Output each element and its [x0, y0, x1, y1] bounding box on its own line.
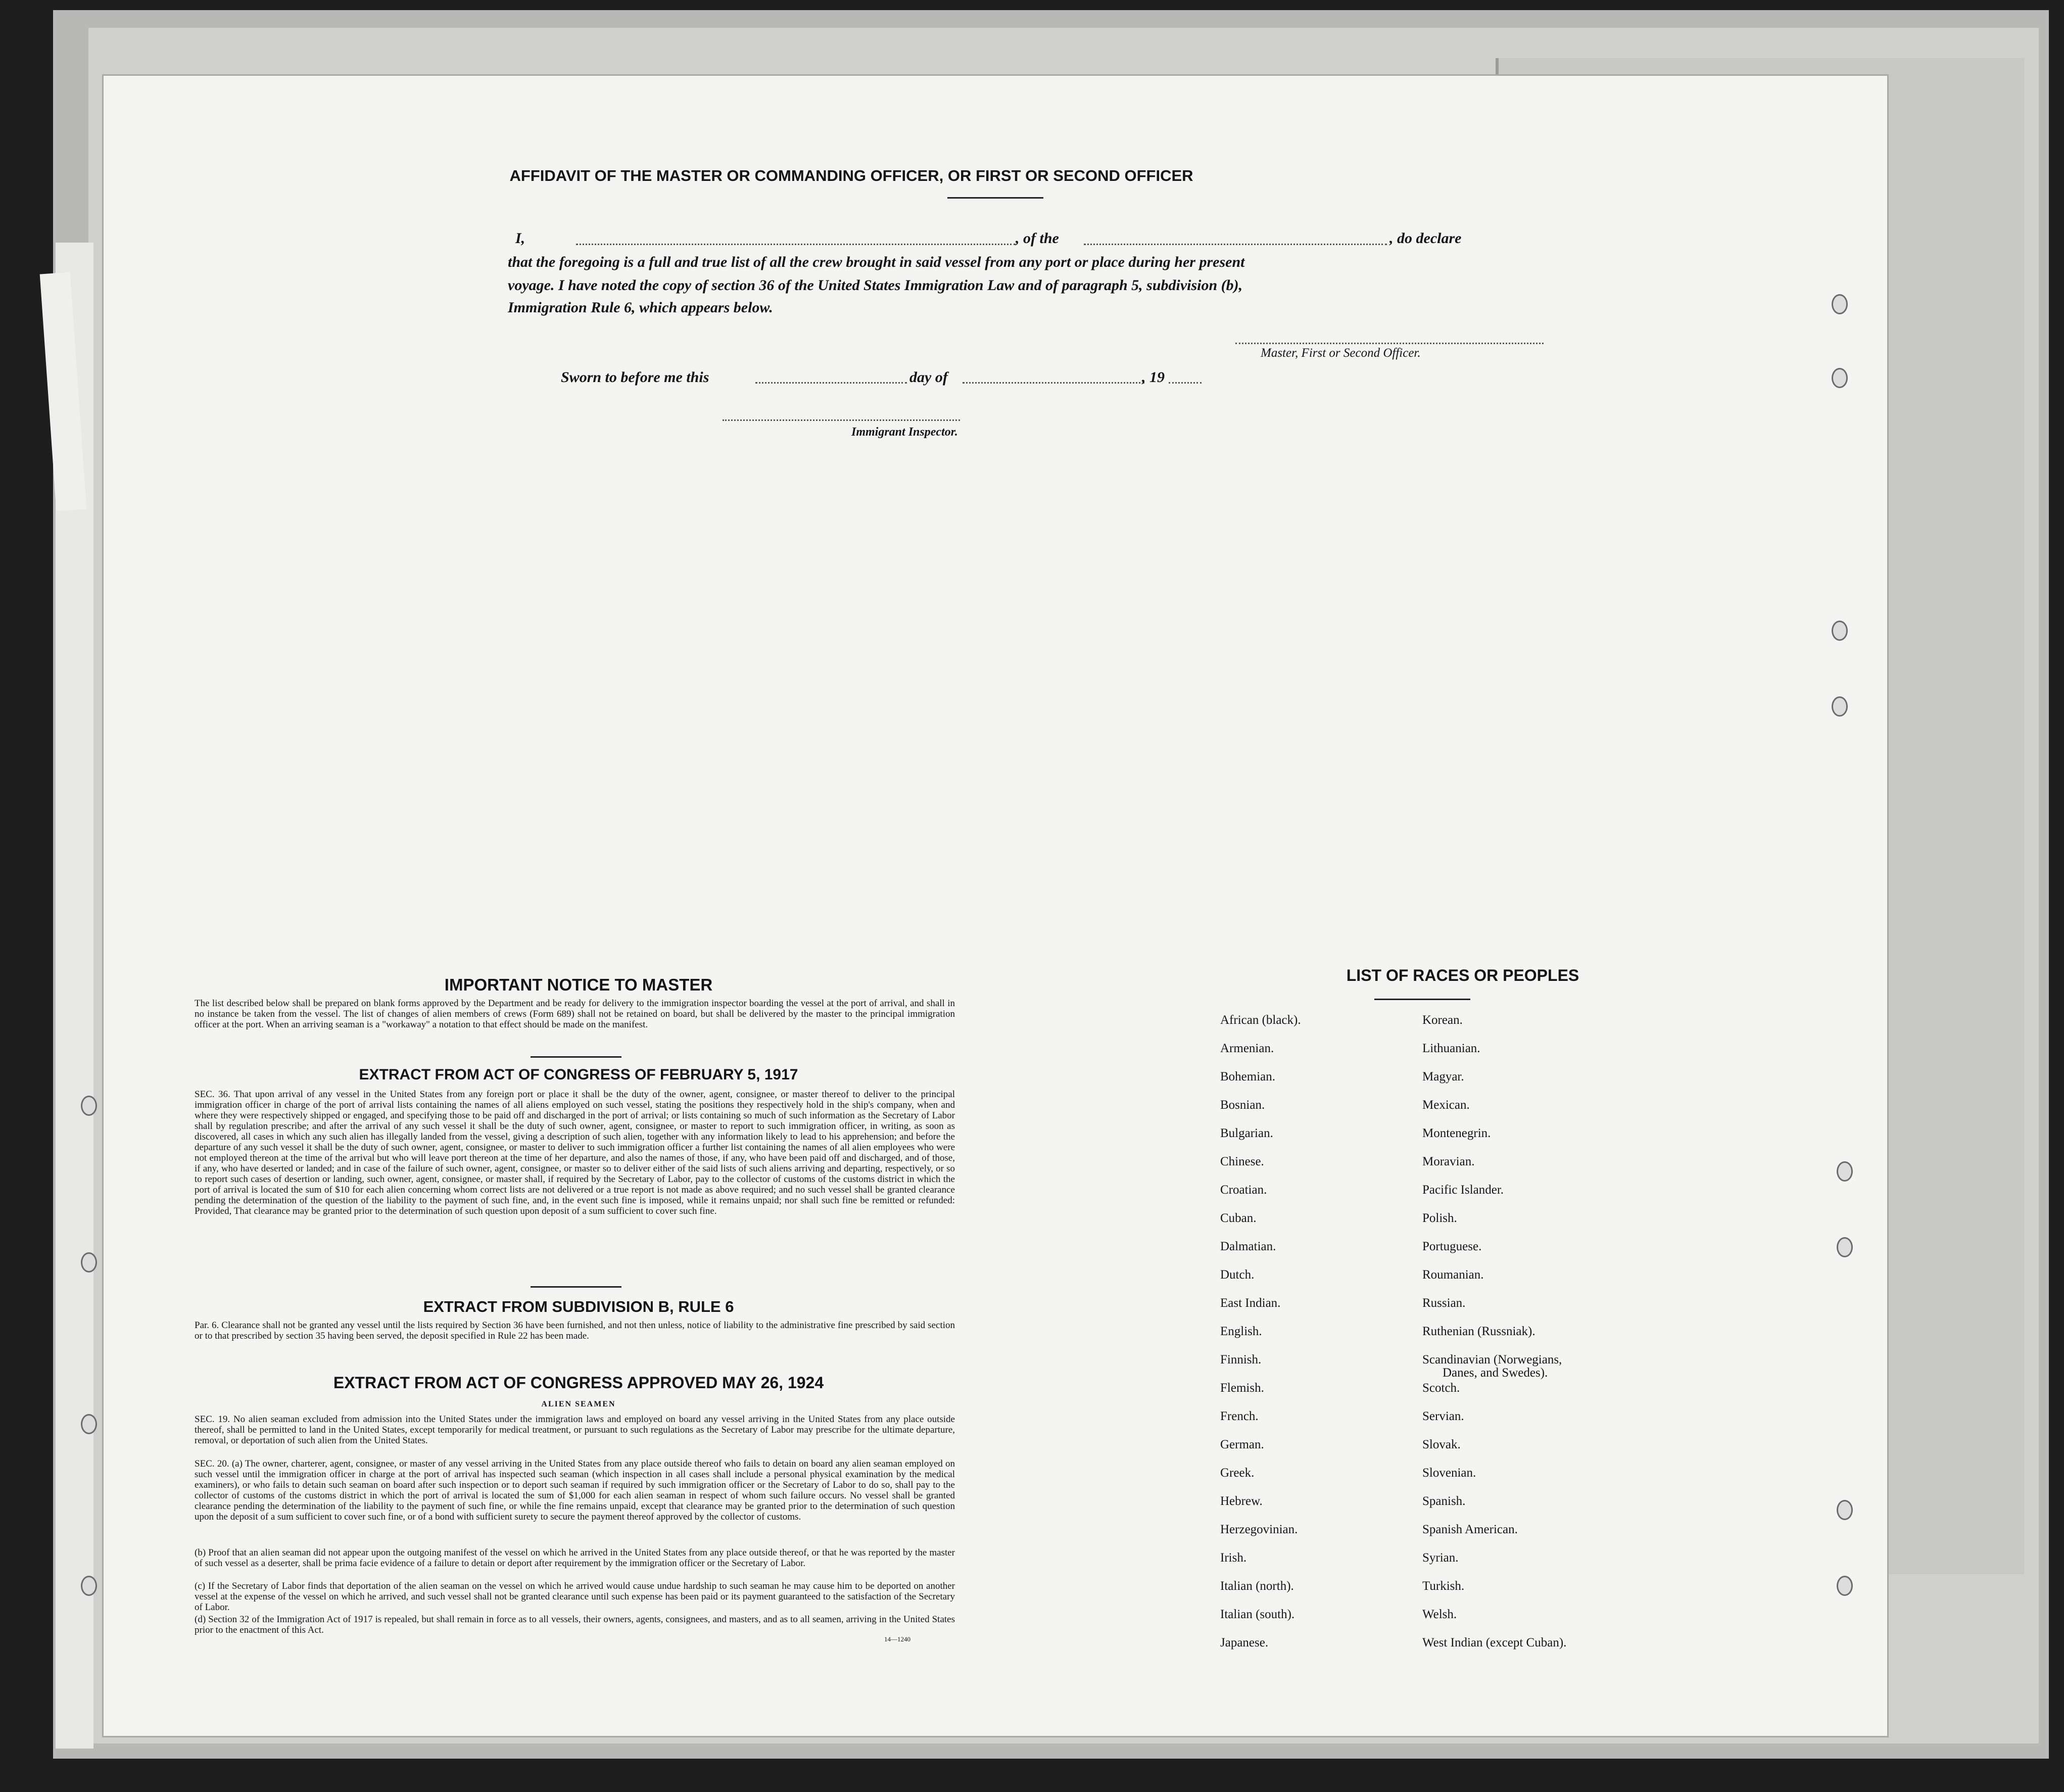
notice-title: IMPORTANT NOTICE TO MASTER — [444, 975, 713, 994]
month-blank[interactable] — [963, 382, 1144, 384]
extract-1924-sec20c: (c) If the Secretary of Labor finds that deportation of the alien seaman on the vessel on which he arrived would cause undue hardship to such seaman he may cause him to be deported on another vessel at the expense of the vessel on which he arrived, and such vessel shall not be granted clearance until such expense has been paid or its payment guaranteed to the satisfaction of the Secretary of Labor. — [195, 1581, 955, 1613]
extract-rule6-title: EXTRACT FROM SUBDIVISION B, RULE 6 — [423, 1298, 734, 1315]
document-page — [104, 76, 1887, 1736]
race-item: Bosnian. — [1220, 1098, 1265, 1112]
race-item: Japanese. — [1220, 1636, 1269, 1649]
race-item: English. — [1220, 1325, 1262, 1338]
punch-hole-icon — [81, 1252, 97, 1272]
race-item: West Indian (except Cuban). — [1422, 1636, 1567, 1649]
race-item: Greek. — [1220, 1466, 1255, 1480]
race-item: Montenegrin. — [1422, 1126, 1491, 1140]
sworn-text: Sworn to before me this — [561, 369, 709, 386]
master-signature-label: Master, First or Second Officer. — [1261, 346, 1421, 360]
race-item: German. — [1220, 1438, 1264, 1451]
race-item-line-1: Scandinavian (Norwegians, — [1422, 1353, 1562, 1366]
day-of-text: day of — [909, 369, 948, 386]
races-title-rule — [1374, 999, 1470, 1000]
inspector-label: Immigrant Inspector. — [851, 426, 958, 439]
race-item: French. — [1220, 1409, 1259, 1423]
race-item: Chinese. — [1220, 1155, 1264, 1168]
race-item: Bulgarian. — [1220, 1126, 1273, 1140]
punch-hole-icon — [1837, 1576, 1853, 1596]
race-item: Herzegovinian. — [1220, 1523, 1298, 1536]
punch-hole-icon — [1832, 696, 1848, 717]
vessel-blank[interactable] — [1084, 244, 1387, 245]
affidavit-line-4: Immigration Rule 6, which appears below. — [508, 299, 773, 316]
race-item: Italian (south). — [1220, 1608, 1295, 1621]
race-item: Spanish. — [1422, 1494, 1466, 1508]
race-item: Scotch. — [1422, 1381, 1460, 1395]
inspector-signature-line[interactable] — [723, 419, 960, 421]
race-item: Servian. — [1422, 1409, 1464, 1423]
race-item: East Indian. — [1220, 1296, 1281, 1310]
race-item: Bohemian. — [1220, 1070, 1276, 1083]
race-item: Roumanian. — [1422, 1268, 1484, 1282]
race-item: Cuban. — [1220, 1211, 1257, 1225]
race-item: Spanish American. — [1422, 1523, 1518, 1536]
punch-hole-icon — [1837, 1161, 1853, 1182]
extract-rule6-body: Par. 6. Clearance shall not be granted any vessel until the lists required by Section 36 have been furnished, and not then unless, notice of liability to the administrative fine prescribed by said section or to that prescribed by section 35 having been served, the deposit specified in Rule 22 has been made. — [195, 1320, 955, 1341]
year-prefix: , 19 — [1142, 369, 1165, 386]
affidavit-line-3: voyage. I have noted the copy of section 36 of the United States Immigration Law and of paragraph 5, subdivision (b), — [508, 277, 1243, 294]
affidavit-line-2: that the foregoing is a full and true list of all the crew brought in said vessel from any port or place during her present — [508, 254, 1245, 270]
race-item: Irish. — [1220, 1551, 1247, 1565]
race-item: Lithuanian. — [1422, 1042, 1480, 1055]
race-item: Slovenian. — [1422, 1466, 1476, 1480]
notice-body: The list described below shall be prepared on blank forms approved by the Department and be ready for delivery to the immigration inspector boarding the vessel at the port of arrival, and shall in no instance be taken from the vessel. The list of changes of alien members of crews (Form 689) shall not be retained on board, but shall be delivered by the master to the principal immigration officer at the port. When an arriving seaman is a "workaway" a notation to that effect should be made on the manifest. — [195, 998, 955, 1030]
race-item: Armenian. — [1220, 1042, 1274, 1055]
race-item: Slovak. — [1422, 1438, 1461, 1451]
race-item: Russian. — [1422, 1296, 1466, 1310]
extract-1924-sec20b: (b) Proof that an alien seaman did not appear upon the outgoing manifest of the vessel on which he arrived in the United States from any place outside thereof, or that he was reported by the master of such vessel as a deserter, shall be prima facie evidence of a failure to detain or deport after requirement by the immigration officer or the Secretary of Labor. — [195, 1547, 955, 1569]
extract-1924-sec20a: SEC. 20. (a) The owner, charterer, agent, consignee, or master of any vessel arriving in the United States from any place outside thereof who fails to detain on board any alien seaman employed on such vessel until the immigration officer in charge at the port of arrival has inspected such seaman (which inspection in all cases shall include a personal physical examination by the medical examiners), or who fails to detain such seaman on board after such inspection or to deport such seaman if required by such immigration officer or the Secretary of Labor to do so, shall pay to the collector of customs of the customs district in which the port of arrival is located the sum of $1,000 for each alien seaman in respect of whom such failure occurs. No vessel shall be granted clearance pending the determination of the liability to the payment of such fine, or while the fine remains unpaid, except that clearance may be granted prior to the determination of such question upon the deposit of a sum sufficient to cover such fine, or of a bond with sufficient surety to secure the payment thereof approved by the collector of customs. — [195, 1458, 955, 1522]
race-item: Dalmatian. — [1220, 1240, 1276, 1253]
form-code: 14—1240 — [884, 1635, 910, 1643]
extract-1924-title: EXTRACT FROM ACT OF CONGRESS APPROVED MAY 26, 1924 — [333, 1374, 824, 1392]
races-title: LIST OF RACES OR PEOPLES — [1346, 966, 1579, 984]
race-item: Portuguese. — [1422, 1240, 1482, 1253]
race-item — [1422, 1353, 1705, 1381]
race-item: African (black). — [1220, 1013, 1301, 1027]
races-column-2 — [1422, 1013, 1705, 1664]
punch-hole-icon — [1832, 621, 1848, 641]
section-rule — [531, 1056, 621, 1058]
affidavit-i: I, — [515, 230, 525, 247]
race-item: Polish. — [1422, 1211, 1457, 1225]
race-item: Mexican. — [1422, 1098, 1470, 1112]
race-item: Italian (north). — [1220, 1579, 1294, 1593]
race-item-line-2: Danes, and Swedes). — [1443, 1366, 1548, 1380]
race-item: Flemish. — [1220, 1381, 1264, 1395]
affidavit-title: AFFIDAVIT OF THE MASTER OR COMMANDING OFFICER, OR FIRST OR SECOND OFFICER — [509, 167, 1193, 184]
race-item: Pacific Islander. — [1422, 1183, 1504, 1197]
race-item: Korean. — [1422, 1013, 1463, 1027]
extract-1924-sec19: SEC. 19. No alien seaman excluded from admission into the United States under the immigration laws and employed on board any vessel arriving in the United States from any place outside thereof, shall be permitted to land in the United States, except temporarily for medical treatment, or pursuant to such regulations as the Secretary of Labor may prescribe for the ultimate departure, removal, or deportation of such alien from the United States. — [195, 1414, 955, 1446]
punch-hole-icon — [81, 1576, 97, 1596]
day-blank[interactable] — [755, 382, 907, 384]
punch-hole-icon — [1832, 294, 1848, 314]
race-item: Finnish. — [1220, 1353, 1262, 1366]
punch-hole-icon — [81, 1414, 97, 1434]
name-blank[interactable] — [576, 244, 1016, 245]
extract-1917-title: EXTRACT FROM ACT OF CONGRESS OF FEBRUARY 5, 1917 — [359, 1066, 798, 1083]
race-item: Moravian. — [1422, 1155, 1475, 1168]
race-item: Syrian. — [1422, 1551, 1459, 1565]
affidavit-of-the: , of the — [1016, 230, 1059, 247]
extract-1917-body: SEC. 36. That upon arrival of any vessel in the United States from any foreign port or place it shall be the duty of the owner, agent, consignee, or master thereof to deliver to the principal immigration officer in charge of the port of arrival lists containing the names of all aliens employed on such vessel, stating the positions they respectively hold in the ship's company, when and where they were respectively shipped or engaged, and specifying those to be paid off and discharged in the port of arrival; or lists containing so much of such information as the Secretary of Labor shall by regulation prescribe; and after the arrival of any such vessel it shall be the duty of such owner, agent, consignee, or master to report to such immigration officer, in writing, as soon as discovered, all cases in which any such alien has illegally landed from the vessel, giving a description of such alien, together with any information likely to lead to his apprehension; and before the departure of any such vessel it shall be the duty of such owner, agent, consignee, or master to deliver to such immigration officer a further list containing the names of all alien employees who were not employed thereon at the time of the arrival but who will leave port thereon at the time of her departure, and also the names of those, if any, who have been paid off and discharged, and of those, if any, who have deserted or landed; and in case of the failure of such owner, agent, consignee, or master so to deliver either of the said lists of such aliens arriving and departing, respectively, or so to report such cases of desertion or landing, such owner, agent, consignee, or master shall, if required by the Secretary of Labor, pay to the collector of customs of the customs district in which the port of arrival is located the sum of $10 for each alien concerning whom correct lists are not delivered or a true report is not made as above required; and no such vessel shall be granted clearance pending the determination of the question of the liability to the payment of such fine, and, in the event such fine is imposed, while it remains unpaid; nor shall such fine be remitted or refunded: Provided, That clearance may be granted prior to the determination of such question upon deposit of a sum sufficient to cover such fine. — [195, 1089, 955, 1216]
race-item: Magyar. — [1422, 1070, 1464, 1083]
master-signature-line[interactable] — [1235, 343, 1544, 344]
alien-seamen-subtitle: ALIEN SEAMEN — [541, 1400, 616, 1408]
section-rule — [531, 1286, 621, 1288]
race-item: Welsh. — [1422, 1608, 1457, 1621]
race-item: Hebrew. — [1220, 1494, 1263, 1508]
title-rule — [947, 197, 1043, 199]
race-item: Ruthenian (Russniak). — [1422, 1325, 1535, 1338]
affidavit-do-declare: , do declare — [1389, 230, 1462, 247]
race-item: Turkish. — [1422, 1579, 1465, 1593]
year-blank[interactable] — [1169, 382, 1202, 384]
punch-hole-icon — [1837, 1237, 1853, 1257]
extract-1924-sec20d: (d) Section 32 of the Immigration Act of 1917 is repealed, but shall remain in force as to all vessels, their owners, agents, consignees, and masters, and as to all seamen, arriving in the United States prior to the enactment of this Act. — [195, 1614, 955, 1635]
races-column-1 — [1220, 1013, 1402, 1664]
race-item: Croatian. — [1220, 1183, 1267, 1197]
punch-hole-icon — [1837, 1500, 1853, 1520]
punch-hole-icon — [81, 1096, 97, 1116]
punch-hole-icon — [1832, 368, 1848, 388]
race-item: Dutch. — [1220, 1268, 1255, 1282]
